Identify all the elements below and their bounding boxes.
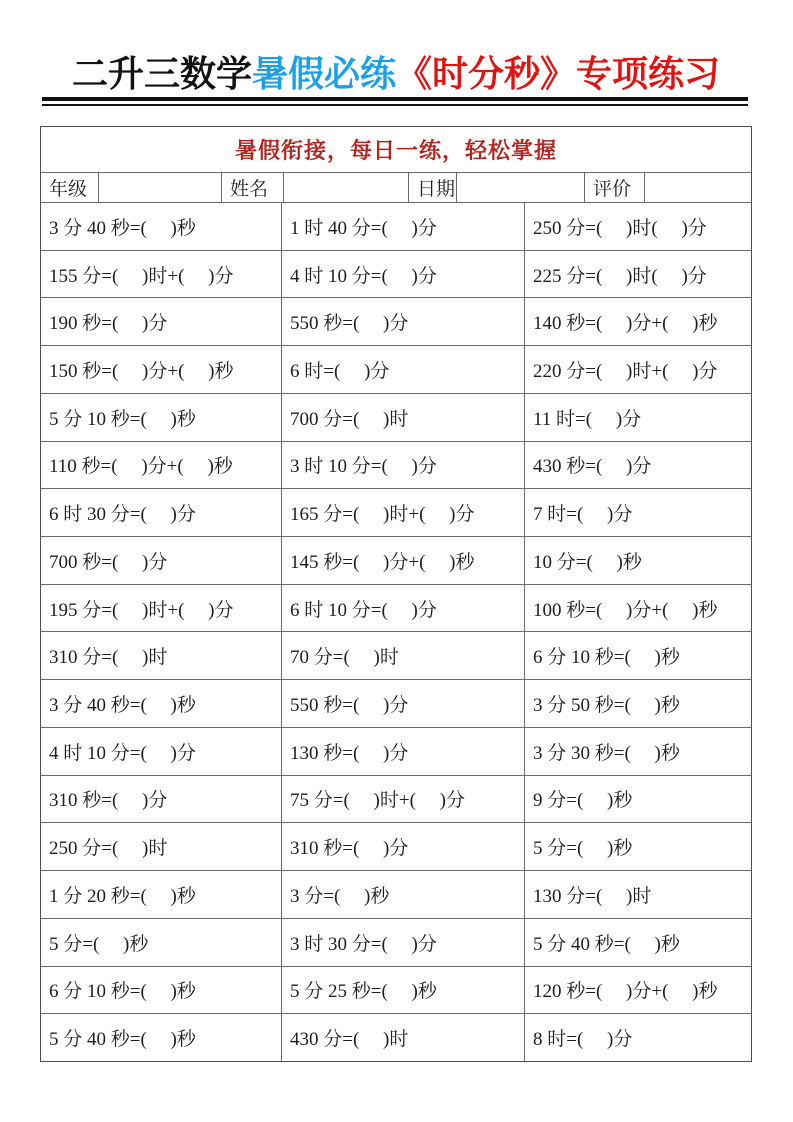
problem-row bbox=[41, 823, 751, 871]
problem-cell: 225 分=( )时( )分 bbox=[533, 265, 707, 287]
problem-cell: 5 分 40 秒=( )秒 bbox=[533, 933, 680, 955]
problem-cell: 120 秒=( )分+( )秒 bbox=[533, 981, 718, 1003]
problem-cell: 195 分=( )时+( )分 bbox=[41, 585, 282, 632]
problem-cell: 130 分=( )时 bbox=[533, 885, 652, 907]
problem-cell: 190 秒=( )分 bbox=[41, 298, 282, 345]
problem-grid bbox=[41, 203, 751, 1061]
problem-cell: 6 分 10 秒=( )秒 bbox=[533, 647, 680, 669]
problem-row bbox=[41, 1014, 751, 1061]
problem-cell: 10 分=( )秒 bbox=[533, 551, 642, 573]
problem-row bbox=[41, 871, 751, 919]
problem-row bbox=[41, 919, 751, 967]
title-underline-thin bbox=[42, 104, 748, 106]
problem-cell: 1 分 20 秒=( )秒 bbox=[41, 871, 282, 918]
problem-cell: 4 时 10 分=( )分 bbox=[282, 251, 525, 298]
problem-cell: 3 分 40 秒=( )秒 bbox=[41, 203, 282, 250]
problem-cell: 700 秒=( )分 bbox=[41, 537, 282, 584]
problem-cell: 5 分=( )秒 bbox=[533, 838, 633, 860]
problem-cell: 155 分=( )时+( )分 bbox=[41, 251, 282, 298]
name-blank bbox=[284, 173, 409, 202]
problem-cell: 6 分 10 秒=( )秒 bbox=[41, 967, 282, 1014]
banner-text: 暑假衔接，每日一练，轻松掌握 bbox=[234, 138, 557, 163]
problem-row bbox=[41, 346, 751, 394]
problem-row bbox=[41, 394, 751, 442]
problem-cell: 9 分=( )秒 bbox=[533, 790, 633, 812]
problem-row bbox=[41, 776, 751, 824]
problem-cell: 310 秒=( )分 bbox=[282, 823, 525, 870]
problem-cell: 150 秒=( )分+( )秒 bbox=[41, 346, 282, 393]
problem-cell: 3 分 40 秒=( )秒 bbox=[41, 680, 282, 727]
problem-row bbox=[41, 680, 751, 728]
name-label: 姓名 bbox=[222, 173, 284, 202]
grade-label: 年级 bbox=[41, 173, 99, 202]
problem-cell: 6 时 10 分=( )分 bbox=[282, 585, 525, 632]
problem-cell: 6 时=( )分 bbox=[282, 346, 525, 393]
title-part-topic: 《时分秒》 bbox=[396, 54, 577, 94]
problem-cell: 100 秒=( )分+( )秒 bbox=[533, 599, 718, 621]
problem-cell: 145 秒=( )分+( )秒 bbox=[282, 537, 525, 584]
problem-cell: 430 分=( )时 bbox=[282, 1014, 525, 1061]
problem-row bbox=[41, 251, 751, 299]
problem-cell: 550 秒=( )分 bbox=[282, 680, 525, 727]
problem-cell: 220 分=( )时+( )分 bbox=[533, 361, 718, 383]
problem-cell: 140 秒=( )分+( )秒 bbox=[533, 313, 718, 335]
banner-row bbox=[41, 127, 751, 173]
problem-cell: 11 时=( )分 bbox=[533, 408, 642, 430]
worksheet-table bbox=[40, 126, 752, 1062]
problem-row bbox=[41, 632, 751, 680]
problem-row bbox=[41, 203, 751, 251]
problem-cell: 3 时 10 分=( )分 bbox=[282, 442, 525, 489]
problem-cell: 3 时 30 分=( )分 bbox=[282, 919, 525, 966]
problem-cell: 165 分=( )时+( )分 bbox=[282, 489, 525, 536]
info-row bbox=[41, 173, 751, 203]
problem-cell: 4 时 10 分=( )分 bbox=[41, 728, 282, 775]
problem-cell: 310 秒=( )分 bbox=[41, 776, 282, 823]
problem-cell: 3 分 50 秒=( )秒 bbox=[533, 695, 680, 717]
title-underline-thick bbox=[42, 97, 748, 101]
date-blank bbox=[457, 173, 585, 202]
problem-row bbox=[41, 967, 751, 1015]
problem-row bbox=[41, 537, 751, 585]
problem-row bbox=[41, 585, 751, 633]
problem-cell: 5 分 40 秒=( )秒 bbox=[41, 1014, 282, 1061]
rating-label: 评价 bbox=[585, 173, 645, 202]
problem-cell: 550 秒=( )分 bbox=[282, 298, 525, 345]
title-part-practice: 专项练习 bbox=[576, 54, 721, 94]
problem-cell: 75 分=( )时+( )分 bbox=[282, 776, 525, 823]
problem-cell: 8 时=( )分 bbox=[533, 1029, 633, 1051]
problem-row bbox=[41, 489, 751, 537]
problem-cell: 1 时 40 分=( )分 bbox=[282, 203, 525, 250]
problem-row bbox=[41, 442, 751, 490]
page-title bbox=[40, 46, 752, 97]
problem-row bbox=[41, 728, 751, 776]
rating-blank bbox=[645, 173, 751, 202]
problem-cell: 110 秒=( )分+( )秒 bbox=[41, 442, 282, 489]
problem-cell: 430 秒=( )分 bbox=[533, 456, 652, 478]
problem-cell: 700 分=( )时 bbox=[282, 394, 525, 441]
problem-cell: 130 秒=( )分 bbox=[282, 728, 525, 775]
date-label: 日期 bbox=[409, 173, 457, 202]
problem-cell: 5 分 10 秒=( )秒 bbox=[41, 394, 282, 441]
problem-cell: 250 分=( )时( )分 bbox=[533, 217, 707, 239]
problem-cell: 5 分=( )秒 bbox=[41, 919, 282, 966]
problem-cell: 6 时 30 分=( )分 bbox=[41, 489, 282, 536]
problem-cell: 7 时=( )分 bbox=[533, 504, 633, 526]
problem-cell: 310 分=( )时 bbox=[41, 632, 282, 679]
title-part-summer: 暑假必练 bbox=[251, 54, 396, 94]
problem-cell: 250 分=( )时 bbox=[41, 823, 282, 870]
problem-cell: 3 分 30 秒=( )秒 bbox=[533, 742, 680, 764]
problem-cell: 3 分=( )秒 bbox=[282, 871, 525, 918]
title-part-grade: 二升三数学 bbox=[71, 54, 252, 94]
grade-blank bbox=[99, 173, 222, 202]
problem-row bbox=[41, 298, 751, 346]
problem-cell: 70 分=( )时 bbox=[282, 632, 525, 679]
problem-cell: 5 分 25 秒=( )秒 bbox=[282, 967, 525, 1014]
